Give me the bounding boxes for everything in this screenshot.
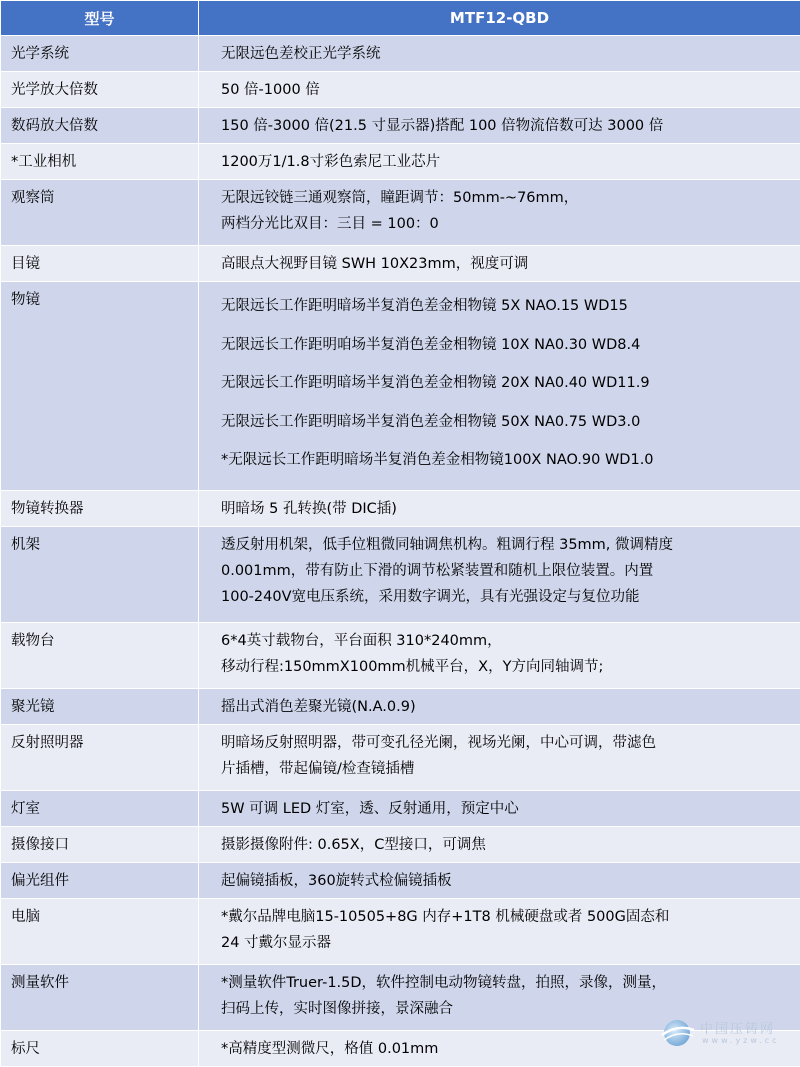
spec-value [199,688,800,724]
spec-value [199,826,800,862]
spec-label [1,36,199,72]
spec-value [199,108,800,144]
spec-label-text: 测量软件 [11,970,192,996]
spec-label [1,1030,199,1066]
header-model: MTF12-QBD [199,1,800,36]
table-row [1,72,800,108]
table-row [1,898,800,964]
header-label: 型号 [1,1,199,36]
spec-label-text: 反射照明器 [11,730,192,756]
spec-label [1,108,199,144]
spec-value-line: 无限远长工作距明咱场半复消色差金相物镜 10X NA0.30 WD8.4 [221,326,794,365]
spec-label-text: *工业相机 [11,149,192,175]
spec-value-line: 摄影摄像附件: 0.65X，C型接口，可调焦 [221,832,794,858]
spec-value [199,724,800,790]
spec-label [1,826,199,862]
spec-label-text: 摄像接口 [11,832,192,858]
table-row [1,526,800,622]
spec-value [199,490,800,526]
table-row [1,790,800,826]
spec-value [199,180,800,246]
table-row [1,36,800,72]
spec-value-line: 扫码上传，实时图像拼接，景深融合 [221,996,794,1022]
spec-value-line: 摇出式消色差聚光镜(N.A.0.9) [221,694,794,720]
spec-value-line: 明暗场反射照明器，带可变孔径光阑，视场光阑，中心可调，带滤色 [221,730,794,756]
spec-value [199,622,800,688]
spec-value-line: *测量软件Truer-1.5D，软件控制电动物镜转盘，拍照，录像，测量， [221,970,794,996]
spec-value-line: 起偏镜插板，360旋转式检偏镜插板 [221,868,794,894]
spec-label-text: 目镜 [11,251,192,277]
spec-value-line: 无限远色差校正光学系统 [221,41,794,67]
spec-label [1,724,199,790]
spec-label [1,964,199,1030]
table-row [1,724,800,790]
spec-value [199,246,800,282]
spec-value-line: 150 倍-3000 倍(21.5 寸显示器)搭配 100 倍物流倍数可达 3000 倍 [221,113,794,139]
spec-value [199,898,800,964]
spec-value-line: 无限远长工作距明暗场半复消色差金相物镜 5X NAO.15 WD15 [221,287,794,326]
spec-label [1,622,199,688]
table-row [1,144,800,180]
spec-value-line: 1200万1/1.8寸彩色索尼工业芯片 [221,149,794,175]
spec-label-text: 偏光组件 [11,868,192,894]
spec-label [1,898,199,964]
spec-value-line: 明暗场 5 孔转换(带 DIC插) [221,496,794,522]
spec-value [199,72,800,108]
spec-label [1,862,199,898]
spec-value-line: 6*4英寸载物台，平台面积 310*240mm， [221,628,794,654]
spec-label [1,688,199,724]
spec-value-line: 50 倍-1000 倍 [221,77,794,103]
spec-value [199,526,800,622]
spec-label-text: 标尺 [11,1036,192,1062]
spec-label-text: 光学系统 [11,41,192,67]
spec-label [1,72,199,108]
table-row [1,180,800,246]
spec-table-body [1,36,800,1067]
spec-value-line: *高精度型测微尺，格值 0.01mm [221,1036,794,1062]
spec-value-line: 片插槽，带起偏镜/检查镜插槽 [221,756,794,782]
table-row [1,826,800,862]
spec-value-line: *戴尔品牌电脑15-10505+8G 内存+1T8 机械硬盘或者 500G固态和 [221,904,794,930]
table-row [1,862,800,898]
spec-value-line: 5W 可调 LED 灯室，透、反射通用，预定中心 [221,796,794,822]
table-row [1,246,800,282]
spec-value-line: 0.001mm，带有防止下滑的调节松紧装置和随机上限位装置。内置 [221,558,794,584]
spec-label [1,282,199,491]
watermark-url: www.yzw.cc [702,1036,780,1045]
spec-value-line: 100-240V宽电压系统，采用数字调光，具有光强设定与复位功能 [221,584,794,610]
table-row [1,622,800,688]
table-header-row [1,1,800,36]
watermark-text: 中国压铸网 [700,1018,775,1037]
spec-value [199,282,800,491]
spec-value-line: 无限远长工作距明暗场半复消色差金相物镜 50X NA0.75 WD3.0 [221,403,794,442]
table-row [1,688,800,724]
spec-label-text: 电脑 [11,904,192,930]
spec-label [1,180,199,246]
spec-label-text: 数码放大倍数 [11,113,192,139]
spec-value-line: 移动行程:150mmX100mm机械平台，X，Y方向同轴调节; [221,654,794,680]
spec-label [1,144,199,180]
spec-value [199,790,800,826]
table-row [1,490,800,526]
spec-label [1,246,199,282]
spec-label-text: 光学放大倍数 [11,77,192,103]
spec-value-line: 无限远铰链三通观察筒，瞳距调节：50mm-~76mm， [221,185,794,211]
spec-value-line: 透反射用机架，低手位粗微同轴调焦机构。粗调行程 35mm, 微调精度 [221,532,794,558]
spec-label [1,490,199,526]
spec-label-text: 物镜 [11,287,192,313]
spec-value [199,862,800,898]
spec-value-line: *无限远长工作距明暗场半复消色差金相物镜100X NAO.90 WD1.0 [221,441,794,480]
spec-label [1,526,199,622]
spec-value [199,36,800,72]
spec-label [1,790,199,826]
spec-value-line: 无限远长工作距明暗场半复消色差金相物镜 20X NA0.40 WD11.9 [221,364,794,403]
spec-value-line: 高眼点大视野目镜 SWH 10X23mm，视度可调 [221,251,794,277]
spec-label-text: 物镜转换器 [11,496,192,522]
spec-label-text: 观察筒 [11,185,192,211]
spec-value-line: 两档分光比双目：三目 = 100：0 [221,211,794,237]
table-row [1,108,800,144]
table-row [1,282,800,491]
spec-value [199,144,800,180]
spec-label-text: 灯室 [11,796,192,822]
spec-value-line: 24 寸戴尔显示器 [221,930,794,956]
watermark [658,1016,794,1050]
spec-label-text: 聚光镜 [11,694,192,720]
spec-label-text: 载物台 [11,628,192,654]
spec-label-text: 机架 [11,532,192,558]
globe-logo-icon [658,1016,698,1050]
